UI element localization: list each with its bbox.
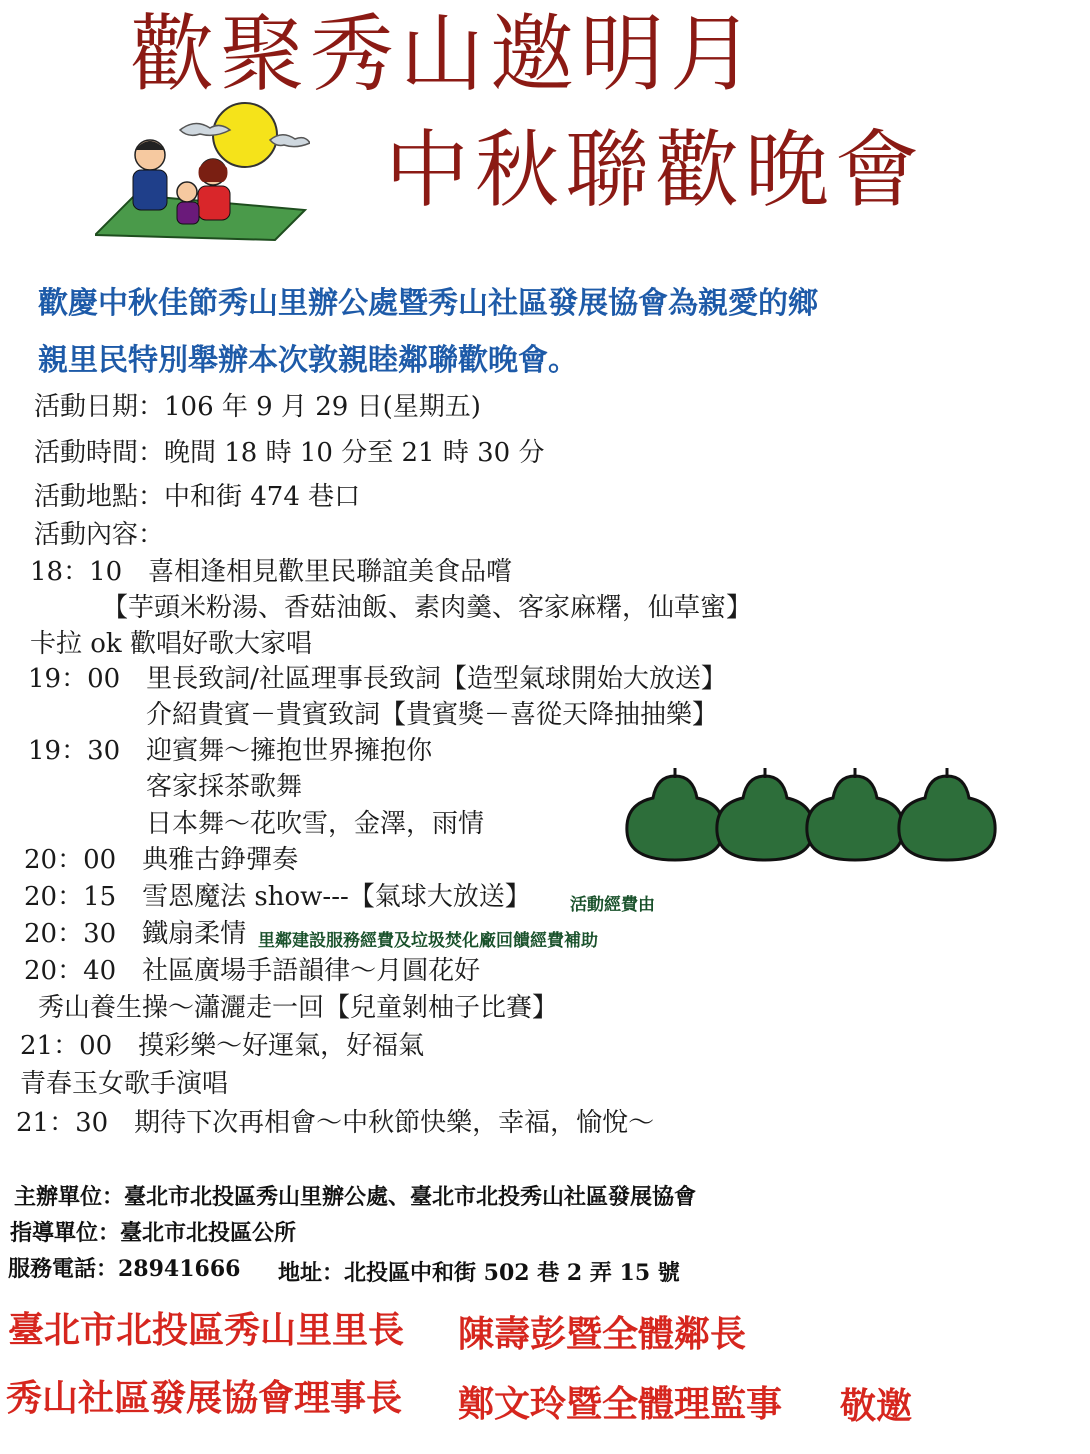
program-line: 日本舞～花吹雪，金澤，雨情: [146, 809, 485, 839]
invite-director-title: 秀山社區發展協會理事長: [6, 1378, 403, 1419]
program-line: 【芋頭米粉湯、香菇油飯、素肉羹、客家麻糬，仙草蜜】: [102, 593, 753, 623]
program-line: 客家採茶歌舞: [146, 772, 303, 802]
event-place: 活動地點：中和街 474 巷口: [34, 482, 361, 512]
program-line: 20：15 雪恩魔法 show---【氣球大放送】: [24, 882, 531, 912]
funding-note: 里鄰建設服務經費及垃圾焚化廠回饋經費補助: [258, 931, 598, 951]
organizer-line: 主辦單位：臺北市北投區秀山里辦公處、臺北市北投秀山社區發展協會: [14, 1184, 697, 1210]
event-time: 活動時間：晚間 18 時 10 分至 21 時 30 分: [34, 438, 545, 468]
intro-line-2: 親里民特別舉辦本次敦親睦鄰聯歡晚會。: [38, 343, 578, 378]
program-line: 21：30 期待下次再相會～中秋節快樂，幸福，愉悅～: [16, 1108, 655, 1138]
program-line: 卡拉 ok 歡唱好歌大家唱: [30, 629, 312, 659]
invite-chief-name: 陳壽彭暨全體鄰長: [458, 1314, 747, 1355]
address-line: 地址：北投區中和街 502 巷 2 弄 15 號: [278, 1260, 680, 1286]
content-label: 活動內容：: [34, 520, 165, 550]
program-line: 秀山養生操～瀟灑走一回【兒童剝柚子比賽】: [38, 993, 559, 1023]
guidance-line: 指導單位：臺北市北投區公所: [10, 1220, 297, 1246]
program-line: 20：40 社區廣場手語韻律～月圓花好: [24, 956, 481, 986]
phone-line: 服務電話：28941666: [8, 1256, 241, 1282]
title-line-2: 中秋聯歡晚會: [385, 121, 926, 219]
pomelo-illustration: [625, 768, 1015, 863]
program-line: 18：10 喜相逢相見歡里民聯誼美食品嚐: [30, 557, 513, 587]
title-line-1: 歡聚秀山邀明月: [130, 5, 761, 103]
family-moon-illustration: [95, 100, 310, 245]
program-line: 青春玉女歌手演唱: [20, 1069, 229, 1099]
invite-director-name: 鄭文玲暨全體理監事: [458, 1384, 783, 1425]
funding-note: 活動經費由: [570, 895, 655, 915]
program-line: 介紹貴賓－貴賓致詞【貴賓獎－喜從天降抽抽樂】: [146, 700, 719, 730]
program-line: 19：00 里長致詞/社區理事長致詞【造型氣球開始大放送】: [28, 664, 727, 694]
program-line: 19：30 迎賓舞～擁抱世界擁抱你: [28, 736, 433, 766]
program-line: 21：00 摸彩樂～好運氣，好福氣: [20, 1031, 425, 1061]
intro-line-1: 歡慶中秋佳節秀山里辦公處暨秀山社區發展協會為親愛的鄉: [38, 286, 818, 321]
program-line: 20：30 鐵扇柔情: [24, 919, 247, 949]
invite-chief-title: 臺北市北投區秀山里里長: [8, 1310, 405, 1351]
program-line: 20：00 典雅古錚彈奏: [24, 845, 299, 875]
invite-closing: 敬邀: [840, 1386, 913, 1427]
event-date: 活動日期：106 年 9 月 29 日(星期五): [34, 392, 481, 422]
